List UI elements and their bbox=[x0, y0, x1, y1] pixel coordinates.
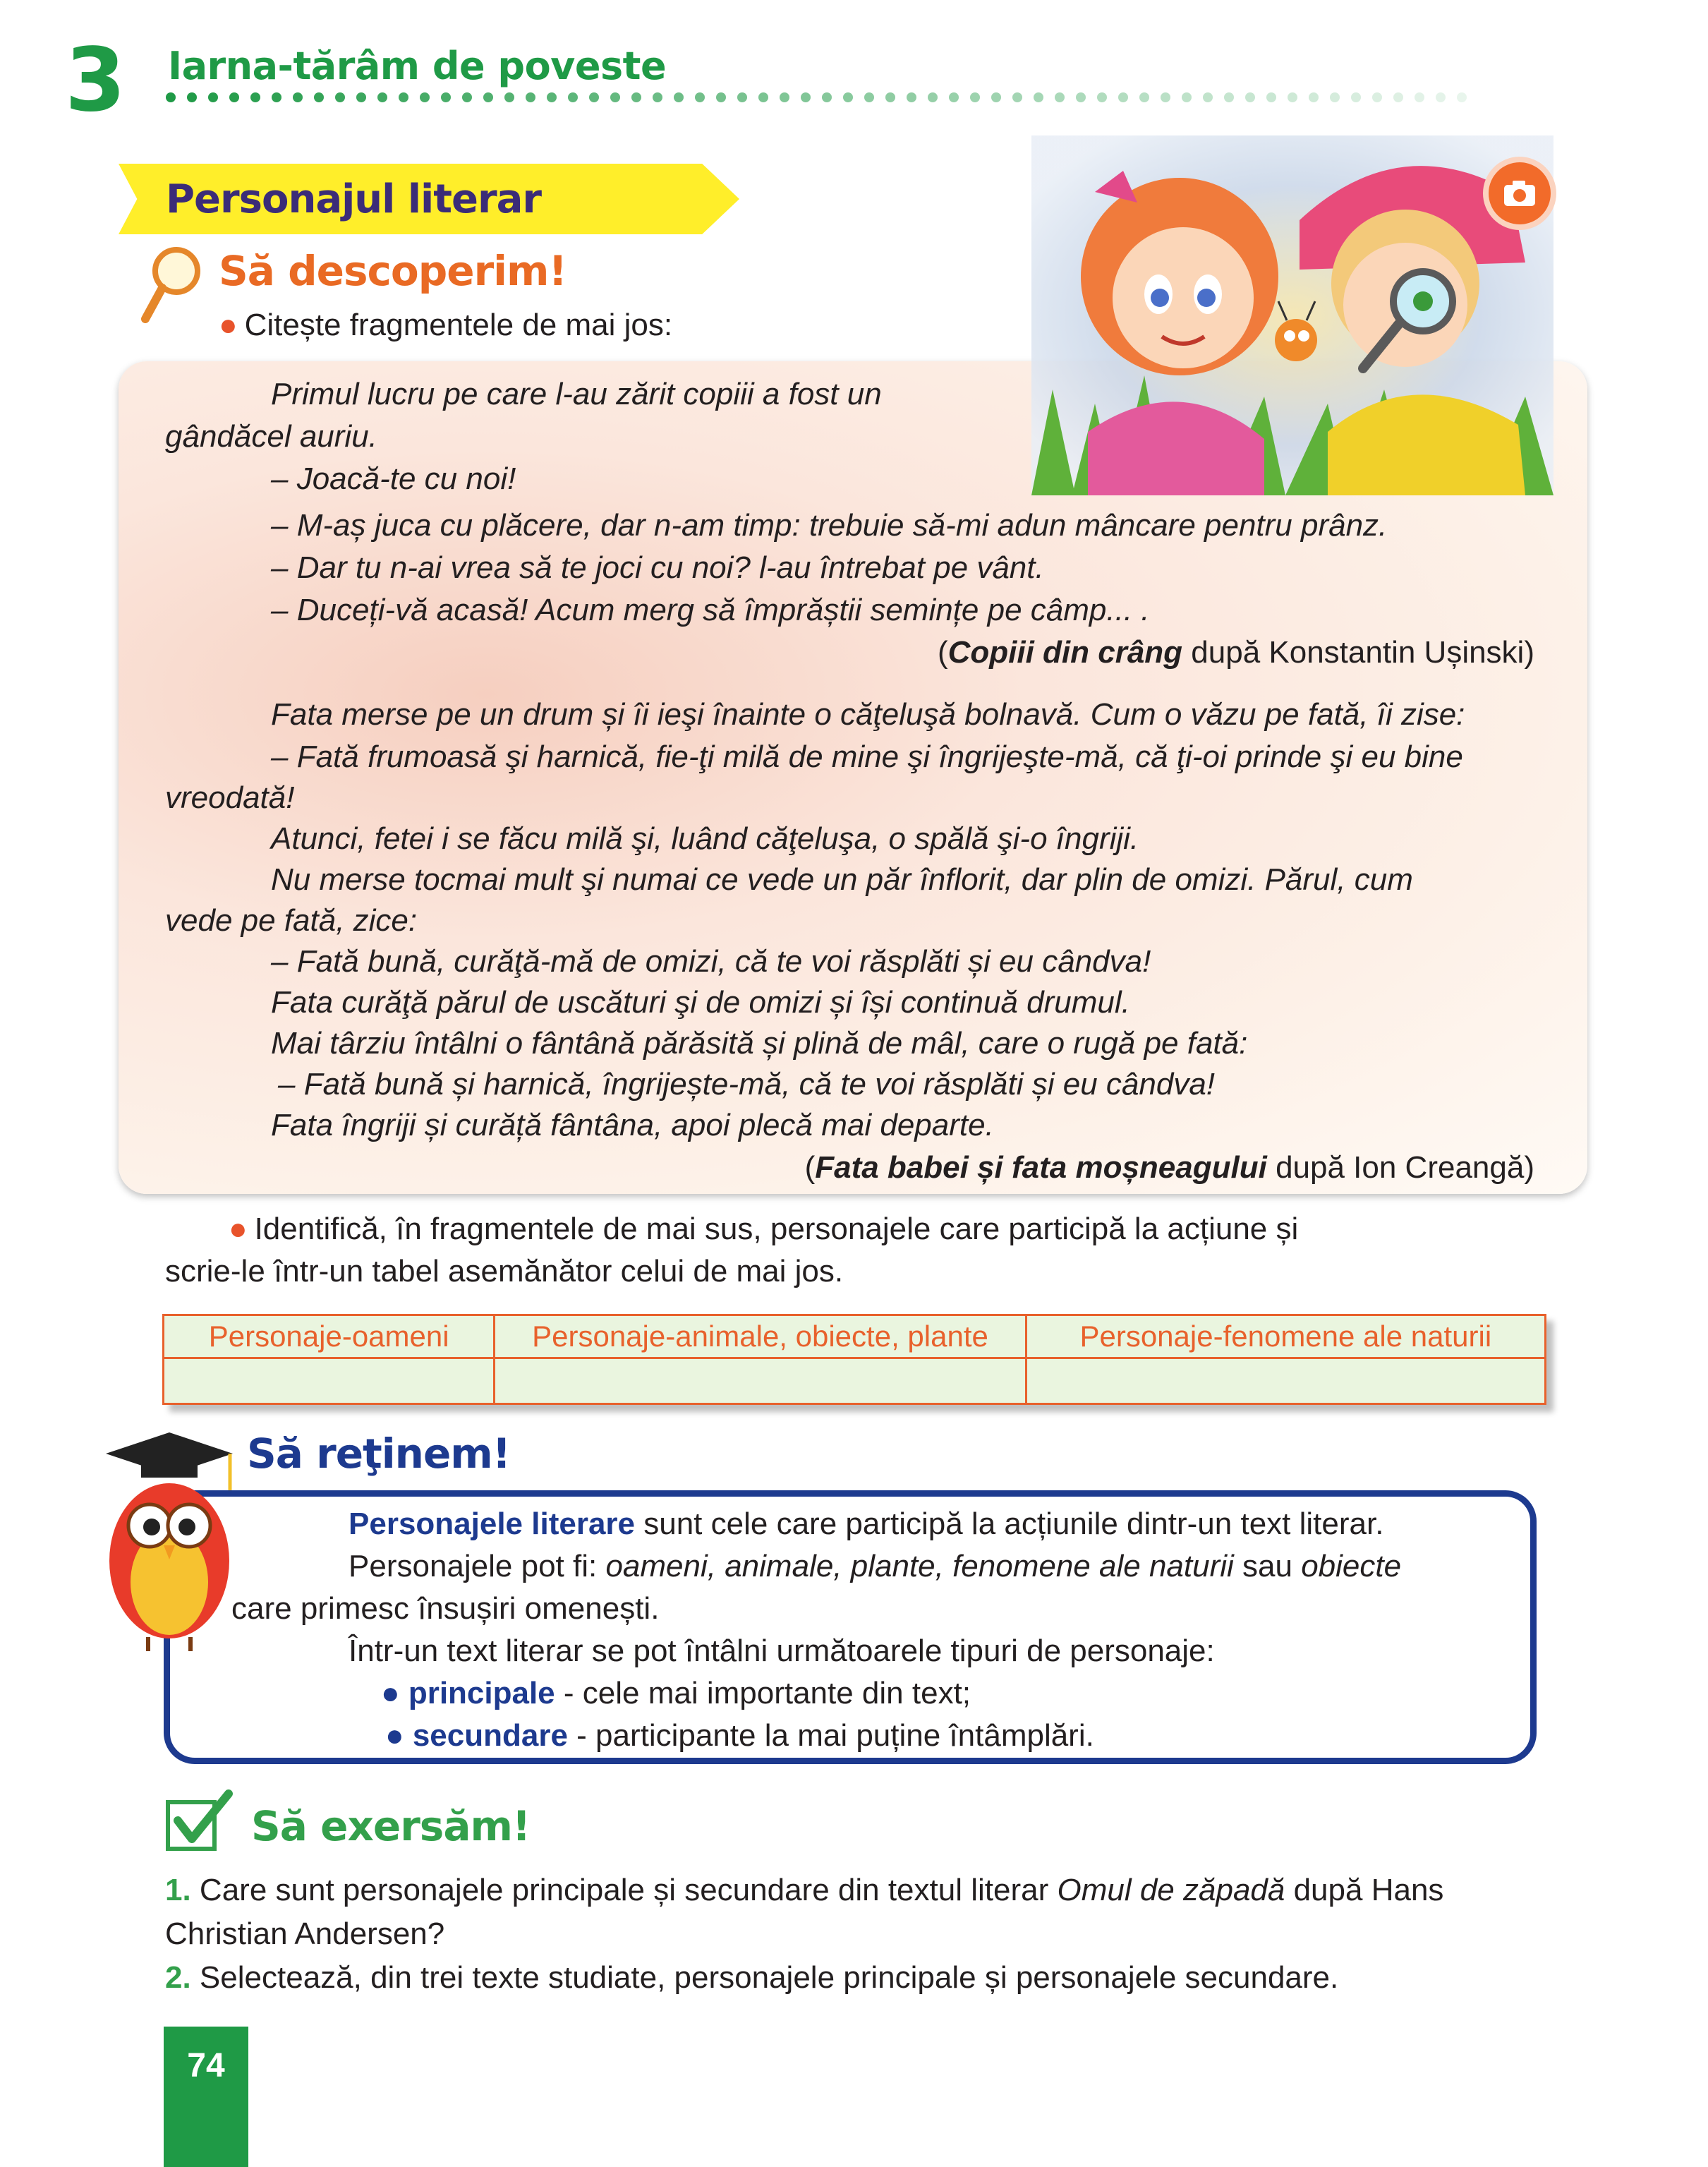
type-principal bbox=[381, 1672, 971, 1715]
task-line1 bbox=[229, 1208, 1541, 1250]
fragment2-line: Mai târziu întâlni o fântână părăsită și plină de mâl, care o rugă pe fată: bbox=[271, 1026, 1248, 1061]
divider-dot bbox=[737, 92, 747, 102]
divider-dot bbox=[907, 92, 916, 102]
table-header-row bbox=[164, 1315, 1546, 1358]
exercise-number: 2. bbox=[165, 1960, 191, 1995]
exercise-item-1-line2: Christian Andersen? bbox=[165, 1917, 445, 1951]
source2-author: după Ion Creangă bbox=[1276, 1150, 1525, 1185]
exercise-number: 1. bbox=[165, 1873, 191, 1907]
divider-dot bbox=[187, 92, 197, 102]
bullet-icon: ● bbox=[385, 1718, 413, 1753]
remember-p1-text: sunt cele care participă la acțiunile dintr-un text literar. bbox=[635, 1507, 1384, 1541]
table-header-cell: Personaje-animale, obiecte, plante bbox=[495, 1315, 1026, 1358]
divider-dot bbox=[1415, 92, 1424, 102]
fragment1-line: – Joacă-te cu noi! bbox=[271, 461, 516, 496]
task-line2: scrie-le într-un tabel asemănător celui de mai jos. bbox=[165, 1254, 844, 1288]
divider-dot bbox=[441, 92, 451, 102]
divider-dot bbox=[208, 92, 218, 102]
table-header-cell: Personaje-oameni bbox=[164, 1315, 495, 1358]
divider-dot bbox=[272, 92, 281, 102]
divider-dot bbox=[1076, 92, 1086, 102]
table-row bbox=[164, 1358, 1546, 1404]
unit-number: 3 bbox=[65, 30, 126, 131]
exercise-item-2 bbox=[165, 1956, 1338, 2000]
type-name: principale bbox=[408, 1676, 555, 1710]
owl-icon bbox=[99, 1427, 240, 1660]
fragment1-line: – Duceți-vă acasă! Acum merg să împrăștii semințe pe câmp... . bbox=[271, 593, 1150, 627]
divider-dot bbox=[377, 92, 387, 102]
divider-dot bbox=[1393, 92, 1403, 102]
source2: (Fata babei și fata moșneagului după Ion Creangă) bbox=[804, 1150, 1534, 1185]
divider-dot bbox=[1055, 92, 1065, 102]
divider-dot bbox=[695, 92, 705, 102]
discover-instruction bbox=[219, 308, 672, 343]
divider-dot bbox=[1161, 92, 1170, 102]
divider-dot bbox=[462, 92, 472, 102]
table-cell[interactable] bbox=[1026, 1358, 1545, 1404]
fragment1-line: gândăcel auriu. bbox=[165, 419, 377, 454]
exercise-text: după Hans bbox=[1285, 1873, 1444, 1907]
remember-p2-text: Personajele pot fi: bbox=[349, 1549, 606, 1583]
divider-dot bbox=[885, 92, 895, 102]
divider-dot bbox=[653, 92, 662, 102]
fragment1-line: – Dar tu n-ai vrea să te joci cu noi? l-au întrebat pe vânt. bbox=[271, 550, 1044, 585]
fragment2-line: Fata curăţă părul de uscături şi de omizi și își continuă drumul. bbox=[271, 985, 1130, 1020]
divider-dot bbox=[1372, 92, 1382, 102]
divider-dot bbox=[631, 92, 641, 102]
divider-dot bbox=[293, 92, 303, 102]
exercise-text: Care sunt personajele principale și secundare din textul literar bbox=[190, 1873, 1058, 1907]
fragment2-line: Fata îngriji și curăță fântâna, apoi plecă mai departe. bbox=[271, 1108, 994, 1142]
remember-p2-text: sau bbox=[1233, 1549, 1302, 1583]
divider-dot bbox=[1288, 92, 1297, 102]
divider-dot bbox=[674, 92, 684, 102]
fragment2-line: – Fată frumoasă şi harnică, fie-ţi milă de mine şi îngrijeşte-mă, că ţi-oi prinde şi eu bine bbox=[271, 740, 1463, 774]
fragment2-line: vede pe fată, zice: bbox=[165, 903, 418, 938]
divider-dot bbox=[229, 92, 239, 102]
divider-dot bbox=[314, 92, 324, 102]
divider-dot bbox=[1118, 92, 1128, 102]
divider-dot bbox=[589, 92, 599, 102]
divider-dot bbox=[1182, 92, 1192, 102]
remember-p3: Într-un text literar se pot întâlni următoarele tipuri de personaje: bbox=[349, 1634, 1215, 1668]
exercise-text: Selectează, din trei texte studiate, personajele principale și personajele secundare. bbox=[190, 1960, 1339, 1995]
bullet-icon: ● bbox=[229, 1212, 248, 1246]
type-desc: - cele mai importante din text; bbox=[555, 1676, 971, 1710]
divider-dot bbox=[1457, 92, 1467, 102]
divider-dot bbox=[928, 92, 938, 102]
divider-dot bbox=[166, 92, 176, 102]
magnifier-icon bbox=[138, 244, 206, 326]
unit-title: Iarna-tărâm de poveste bbox=[168, 44, 667, 88]
divider-dot bbox=[1351, 92, 1361, 102]
source1-author: după Konstantin Ușinski bbox=[1191, 635, 1525, 670]
divider-dot bbox=[801, 92, 811, 102]
type-secondary bbox=[385, 1715, 1094, 1757]
checkmark-icon bbox=[164, 1789, 234, 1853]
fragment2-line: vreodată! bbox=[165, 780, 295, 815]
source1-title: Copiii din crâng bbox=[947, 635, 1183, 670]
camera-icon[interactable] bbox=[1489, 162, 1551, 224]
divider-dot bbox=[1266, 92, 1276, 102]
divider-dot bbox=[1436, 92, 1446, 102]
exercise-title: Omul de zăpadă bbox=[1057, 1873, 1285, 1907]
divider-dot bbox=[949, 92, 959, 102]
divider-dot bbox=[970, 92, 980, 102]
source1: (Copiii din crâng după Konstantin Ușinski) bbox=[937, 635, 1534, 670]
divider-dot bbox=[1012, 92, 1022, 102]
divider-dot bbox=[1139, 92, 1149, 102]
type-desc: - participante la mai puține întâmplări. bbox=[567, 1718, 1094, 1753]
divider-dot bbox=[356, 92, 366, 102]
divider-dot bbox=[420, 92, 430, 102]
exercise-heading: Să exersăm! bbox=[251, 1802, 531, 1850]
fragment1-line: Primul lucru pe care l-au zărit copiii a fost un bbox=[271, 377, 882, 411]
divider-dot bbox=[864, 92, 874, 102]
divider-dot bbox=[1203, 92, 1213, 102]
instruction-text: Citește fragmentele de mai jos: bbox=[244, 308, 673, 342]
divider-dot bbox=[1097, 92, 1107, 102]
fragment2-line: – Fată bună și harnică, îngrijește-mă, că te voi răsplăti și eu cândva! bbox=[278, 1067, 1216, 1101]
source2-title: Fata babei și fata moșneagului bbox=[815, 1150, 1267, 1185]
divider-dot bbox=[1330, 92, 1340, 102]
divider-dot bbox=[568, 92, 578, 102]
table-cell[interactable] bbox=[164, 1358, 495, 1404]
remember-p1 bbox=[349, 1503, 1383, 1545]
term-literary-characters: Personajele literare bbox=[349, 1507, 636, 1541]
divider-dot bbox=[250, 92, 260, 102]
table-cell[interactable] bbox=[495, 1358, 1026, 1404]
divider-dot bbox=[335, 92, 345, 102]
bullet-icon: ● bbox=[381, 1676, 408, 1710]
divider-dot bbox=[526, 92, 535, 102]
fragment2-line: Nu merse tocmai mult şi numai ce vede un păr înflorit, dar plin de omizi. Părul, cum bbox=[271, 862, 1413, 897]
divider-dot bbox=[780, 92, 789, 102]
fragment1-line: – M-aș juca cu plăcere, dar n-am timp: trebuie să-mi adun mâncare pentru prânz. bbox=[271, 508, 1388, 543]
divider-dot bbox=[399, 92, 408, 102]
exercise-item-1 bbox=[165, 1869, 1443, 1912]
divider-dot bbox=[822, 92, 832, 102]
divider-dot bbox=[1309, 92, 1319, 102]
divider-dot bbox=[758, 92, 768, 102]
bullet-icon: ● bbox=[219, 308, 238, 342]
remember-heading: Să reţinem! bbox=[247, 1430, 511, 1478]
lesson-title: Personajul literar bbox=[166, 176, 542, 222]
table-header-cell: Personaje-fenomene ale naturii bbox=[1026, 1315, 1545, 1358]
discover-heading: Să descoperim! bbox=[219, 247, 567, 295]
page-number: 74 bbox=[187, 2047, 225, 2084]
divider-dot bbox=[547, 92, 557, 102]
divider-dot bbox=[1034, 92, 1043, 102]
remember-p2-italic: oameni, animale, plante, fenomene ale naturii bbox=[605, 1549, 1234, 1583]
fragment2-line: Atunci, fetei i se făcu milă şi, luând căţeluşa, o spălă şi-o îngriji. bbox=[271, 821, 1139, 856]
fragment2-line: Fata merse pe un drum și îi ieşi înainte o căţeluşă bolnavă. Cum o văzu pe fată, îi zise: bbox=[271, 697, 1465, 732]
task-text: Identifică, în fragmentele de mai sus, personajele care participă la acțiune și bbox=[254, 1212, 1299, 1246]
fragment2-line: – Fată bună, curăţă-mă de omizi, că te voi răsplăti și eu cândva! bbox=[271, 944, 1151, 979]
children-illustration bbox=[1031, 135, 1553, 495]
divider-dot bbox=[716, 92, 726, 102]
remember-p2-italic: obiecte bbox=[1301, 1549, 1402, 1583]
type-name: secundare bbox=[412, 1718, 568, 1753]
remember-p2-line2: care primesc însușiri omenești. bbox=[231, 1591, 660, 1626]
divider-dot bbox=[483, 92, 493, 102]
divider-dot bbox=[991, 92, 1001, 102]
remember-p2 bbox=[349, 1545, 1401, 1588]
divider-dot bbox=[843, 92, 853, 102]
divider-dot bbox=[610, 92, 620, 102]
divider-dot bbox=[504, 92, 514, 102]
divider-dot bbox=[1245, 92, 1255, 102]
divider-dot bbox=[1224, 92, 1234, 102]
characters-table bbox=[162, 1314, 1546, 1405]
dotted-divider bbox=[164, 90, 1476, 104]
